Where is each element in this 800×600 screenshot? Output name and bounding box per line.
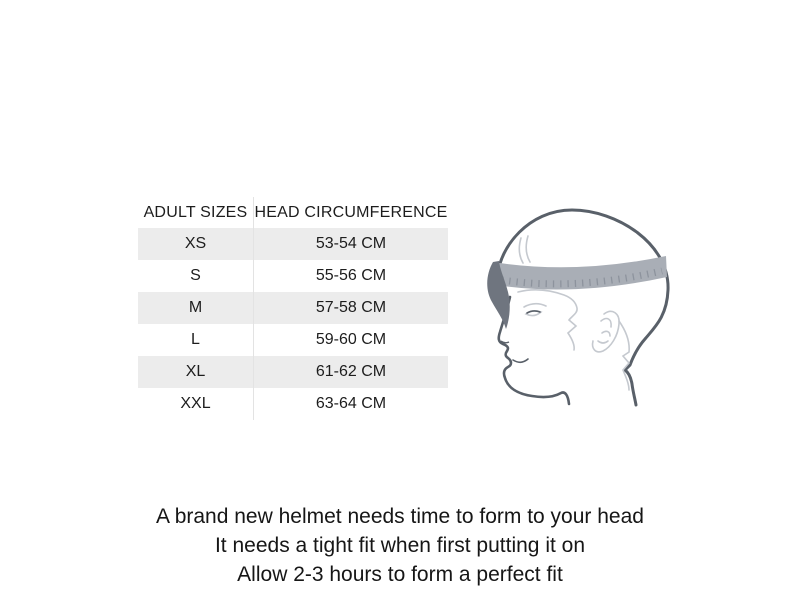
size-cell: L: [191, 331, 200, 348]
circumference-cell: 53-54 CM: [253, 228, 448, 260]
column-header-head-circumference: HEAD CIRCUMFERENCE: [253, 197, 448, 228]
fitting-instruction-line: A brand new helmet needs time to form to your head: [156, 505, 644, 528]
fitting-instructions: [0, 502, 800, 589]
circumference-cell: 61-62 CM: [253, 356, 448, 388]
size-table: [138, 197, 448, 420]
eyebrow: [524, 304, 546, 307]
table-row: [138, 388, 448, 420]
size-cell: M: [188, 299, 203, 316]
table-row: [138, 292, 448, 324]
fringe-hairline: [518, 290, 577, 350]
table-row: [138, 228, 448, 260]
circumference-cell: 63-64 CM: [253, 388, 448, 420]
smile-line: [513, 359, 528, 362]
circumference-cell: 55-56 CM: [253, 260, 448, 292]
size-cell: XXL: [180, 395, 211, 412]
size-cell: XS: [184, 235, 207, 252]
eye-lash-line: [527, 311, 540, 313]
table-body: [138, 228, 448, 420]
fitting-instruction-line: Allow 2-3 hours to form a perfect fit: [237, 563, 563, 586]
fitting-instruction-line: It needs a tight fit when first putting it on: [214, 534, 586, 557]
hair-and-face-details: [518, 236, 629, 390]
table-row: [138, 356, 448, 388]
head-measurement-illustration: [480, 200, 690, 440]
circumference-cell: 57-58 CM: [253, 292, 448, 324]
size-cell: XL: [185, 363, 206, 380]
size-cell: S: [190, 267, 201, 284]
ear-inner-folds: [598, 319, 611, 343]
table-header-row: [138, 197, 448, 228]
column-header-adult-sizes: ADULT SIZES: [143, 203, 248, 221]
forehead-hair-strands-icon: [519, 236, 530, 263]
measuring-tape-band: [493, 256, 667, 290]
table-row: [138, 260, 448, 292]
table-row: [138, 324, 448, 356]
nape-hair-strands: [619, 321, 629, 390]
circumference-cell: 59-60 CM: [253, 324, 448, 356]
